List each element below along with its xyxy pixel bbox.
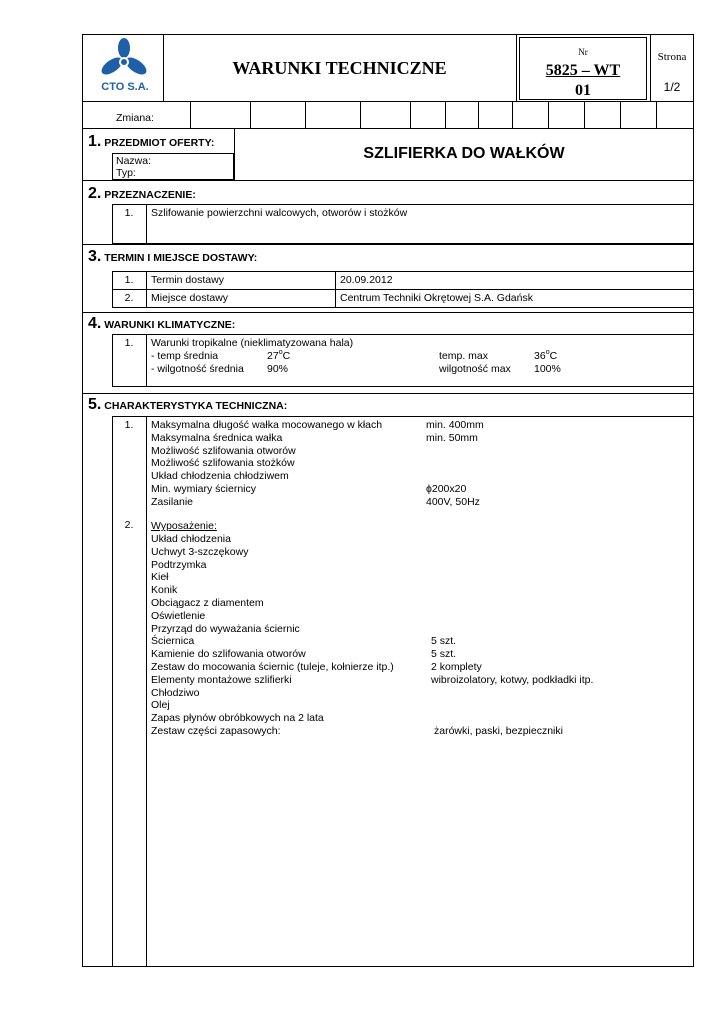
spec-row-label: Możliwość szlifowania otworów xyxy=(151,444,296,457)
equipment-row-value: 5 szt. xyxy=(431,648,457,661)
section-4-heading: 4. WARUNKI KLIMATYCZNE: xyxy=(88,315,236,332)
equipment-row-label: Podtrzymka xyxy=(151,558,207,571)
section-1-heading: 1. PRZEDMIOT OFERTY: xyxy=(88,133,215,150)
page-number: 1/2 xyxy=(663,80,681,94)
equipment-row-label: Chłodziwo xyxy=(151,686,200,699)
humidity-avg-label: - wilgotność średnia xyxy=(151,363,244,375)
equipment-row-label: Kamienie do szlifowania otworów xyxy=(151,648,306,661)
spec-row-label: Maksymalna długość wałka mocowanego w kłach xyxy=(151,419,383,431)
page-label: Strona xyxy=(657,51,687,63)
s3-row2-label: Miejsce dostawy xyxy=(151,292,229,304)
temp-avg-value: 27$^o$C xyxy=(267,349,291,362)
humidity-max-label: wilgotność max xyxy=(439,363,511,375)
temp-max-value: 36$^o$C xyxy=(534,349,558,362)
s2-row-text: Szlifowanie powierzchni walcowych, otworów i stożków xyxy=(151,207,408,219)
spec-row-label: Min. wymiary ściernicy xyxy=(151,483,257,495)
spec-row-value: ϕ200x20 xyxy=(426,483,467,495)
section-3-heading: 3. TERMIN I MIEJSCE DOSTAWY: xyxy=(88,248,258,265)
equipment-row-label: Kieł xyxy=(151,571,169,584)
spec-row-value: 400V, 50Hz xyxy=(426,495,480,508)
equipment-row-label: Obciągacz z diamentem xyxy=(151,597,264,609)
s5-item2-heading: Wyposażenie: xyxy=(151,520,217,532)
s5-item2-num: 2. xyxy=(124,519,134,531)
s3-row1-label: Termin dostawy xyxy=(151,274,224,286)
s3-row2-num: 2. xyxy=(124,292,134,304)
spec-row-value: min. 400mm xyxy=(426,419,484,431)
s3-row1-num: 1. xyxy=(124,274,134,286)
temp-avg-label: - temp średnia xyxy=(151,350,219,362)
spec-row-label: Możliwość szlifowania stożków xyxy=(151,457,295,470)
equipment-row-value: 2 komplety xyxy=(431,661,482,673)
equipment-row-label: Ściernica xyxy=(151,635,195,648)
spec-row-value: min. 50mm xyxy=(426,431,478,444)
humidity-avg-value: 90% xyxy=(267,363,289,375)
s4-row-num: 1. xyxy=(124,337,134,349)
s3-row2-value: Centrum Techniki Okrętowej S.A. Gdańsk xyxy=(340,292,533,304)
logo-text: CTO S.A. xyxy=(101,81,149,93)
s5-item1-num: 1. xyxy=(124,419,134,431)
company-logo xyxy=(98,36,150,96)
temp-max-label: temp. max xyxy=(439,350,489,362)
s4-line1: Warunki tropikalne (nieklimatyzowana hala) xyxy=(151,337,354,349)
s2-row-num: 1. xyxy=(124,207,134,219)
equipment-row-value: żarówki, paski, bezpieczniki xyxy=(434,725,563,737)
typ-label: Typ: xyxy=(116,167,136,179)
nr-value-line2: 01 xyxy=(575,82,591,99)
humidity-max-value: 100% xyxy=(534,363,561,375)
equipment-row-label: Zestaw do mocowania ściernic (tuleje, kołnierze itp.) xyxy=(151,661,394,673)
zmiana-label: Zmiana: xyxy=(116,112,154,124)
section-5-heading: 5. CHARAKTERYSTYKA TECHNICZNA: xyxy=(88,396,288,413)
s3-row1-value: 20.09.2012 xyxy=(340,274,393,286)
nr-value-line1: 5825 – WT xyxy=(545,62,621,79)
equipment-row-value: wibroizolatory, kotwy, podkładki itp. xyxy=(431,673,594,686)
section-2-heading: 2. PRZEZNACZENIE: xyxy=(88,185,196,202)
spec-row-label: Układ chłodzenia chłodziwem xyxy=(151,470,289,483)
document-title: WARUNKI TECHNICZNE xyxy=(232,58,447,78)
product-title: SZLIFIERKA DO WAŁKÓW xyxy=(363,145,565,162)
equipment-row-label: Zestaw części zapasowych: xyxy=(151,725,281,737)
nr-label: Nr xyxy=(578,47,588,57)
equipment-row-label: Elementy montażowe szlifierki xyxy=(151,673,292,686)
equipment-row-value: 5 szt. xyxy=(431,635,457,648)
spec-row-label: Maksymalna średnica wałka xyxy=(151,431,283,444)
equipment-row-label: Oświetlenie xyxy=(151,609,206,622)
anchor-propeller-icon xyxy=(98,36,150,82)
equipment-row-label: Olej xyxy=(151,699,170,712)
equipment-row-label: Uchwyt 3-szczękowy xyxy=(151,545,249,558)
spec-row-label: Zasilanie xyxy=(151,495,194,508)
equipment-row-label: Układ chłodzenia xyxy=(151,533,231,545)
equipment-row-label: Konik xyxy=(151,584,178,597)
nazwa-label: Nazwa: xyxy=(116,155,152,167)
equipment-row-label: Zapas płynów obróbkowych na 2 lata xyxy=(151,712,324,725)
equipment-row-label: Przyrząd do wyważania ściernic xyxy=(151,622,300,635)
